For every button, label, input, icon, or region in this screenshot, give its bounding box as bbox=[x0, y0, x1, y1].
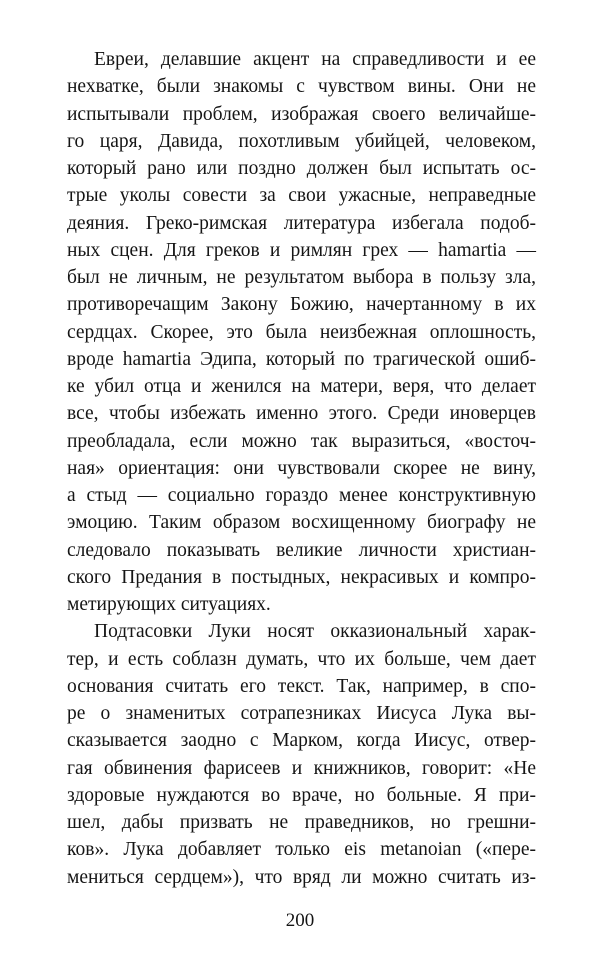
text-line: шел, дабы призвать не праведников, но грешни- bbox=[67, 812, 536, 833]
text-line: противоречащим Закону Божию, начертанному в их bbox=[67, 294, 536, 316]
text-line: мениться сердцем»), что вряд ли можно считать из- bbox=[67, 866, 536, 888]
text-line: нехватке, были знакомы с чувством вины. Они не bbox=[67, 76, 536, 98]
text-line: преобладала, если можно так выразиться, «восточ- bbox=[67, 430, 536, 452]
text-line: ского Предания в постыдных, некрасивых и компро- bbox=[67, 566, 536, 588]
text-line: основания считать его текст. Так, например, в спо- bbox=[67, 675, 536, 697]
text-line: Евреи, делавшие акцент на справедливости и ее bbox=[94, 49, 536, 70]
text-line: ных сцен. Для греков и римлян грех — hamartia — bbox=[67, 239, 536, 261]
text-line: испытывали проблем, изображая своего величайше- bbox=[67, 103, 536, 125]
text-line: Подтасовки Луки носят окказиональный харак- bbox=[94, 621, 536, 643]
text-line: который рано или поздно должен был испытать ос- bbox=[67, 158, 536, 179]
text-line: следовало показывать великие личности христиан- bbox=[67, 539, 536, 561]
text-line: ков». Лука добавляет только eis metanoian («пере- bbox=[67, 839, 536, 861]
page-body bbox=[67, 46, 536, 891]
text-line: тер, и есть соблазн думать, что их больше, чем дает bbox=[67, 648, 536, 670]
text-line: ре о знаменитых сотрапезниках Иисуса Лука вы- bbox=[67, 703, 536, 724]
text-line: метирующих ситуациях. bbox=[67, 594, 271, 615]
text-line: а стыд — социально гораздо менее конструктивную bbox=[67, 485, 536, 506]
text-line: трые уколы совести за свои ужасные, неправедные bbox=[67, 185, 536, 207]
text-line: ная» ориентация: они чувствовали скорее не вину, bbox=[67, 457, 536, 479]
text-line: сказывается заодно с Марком, когда Иисус, отвер- bbox=[67, 730, 536, 752]
text-line: ке убил отца и женился на матери, веря, что делает bbox=[67, 376, 536, 397]
text-line: сердцах. Скорее, это была неизбежная оплошность, bbox=[67, 321, 536, 343]
text-line: деяния. Греко-римская литература избегала подоб- bbox=[67, 212, 536, 234]
text-line: гая обвинения фарисеев и книжников, говорит: «Не bbox=[67, 757, 536, 779]
text-line: здоровые нуждаются во враче, но больные. Я при- bbox=[67, 784, 536, 806]
text-line: го царя, Давида, похотливым убийцей, человеком, bbox=[67, 130, 536, 152]
paragraph bbox=[67, 46, 536, 618]
text-line: эмоцию. Таким образом восхищенному биографу не bbox=[67, 512, 536, 534]
text-line: вроде hamartia Эдипа, который по трагической ошиб- bbox=[67, 348, 536, 370]
page-number: 200 bbox=[285, 910, 315, 931]
paragraph bbox=[67, 618, 536, 891]
text-line: был не личным, не результатом выбора в пользу зла, bbox=[67, 267, 536, 288]
text-line: все, чтобы избежать именно этого. Среди иноверцев bbox=[67, 403, 536, 425]
